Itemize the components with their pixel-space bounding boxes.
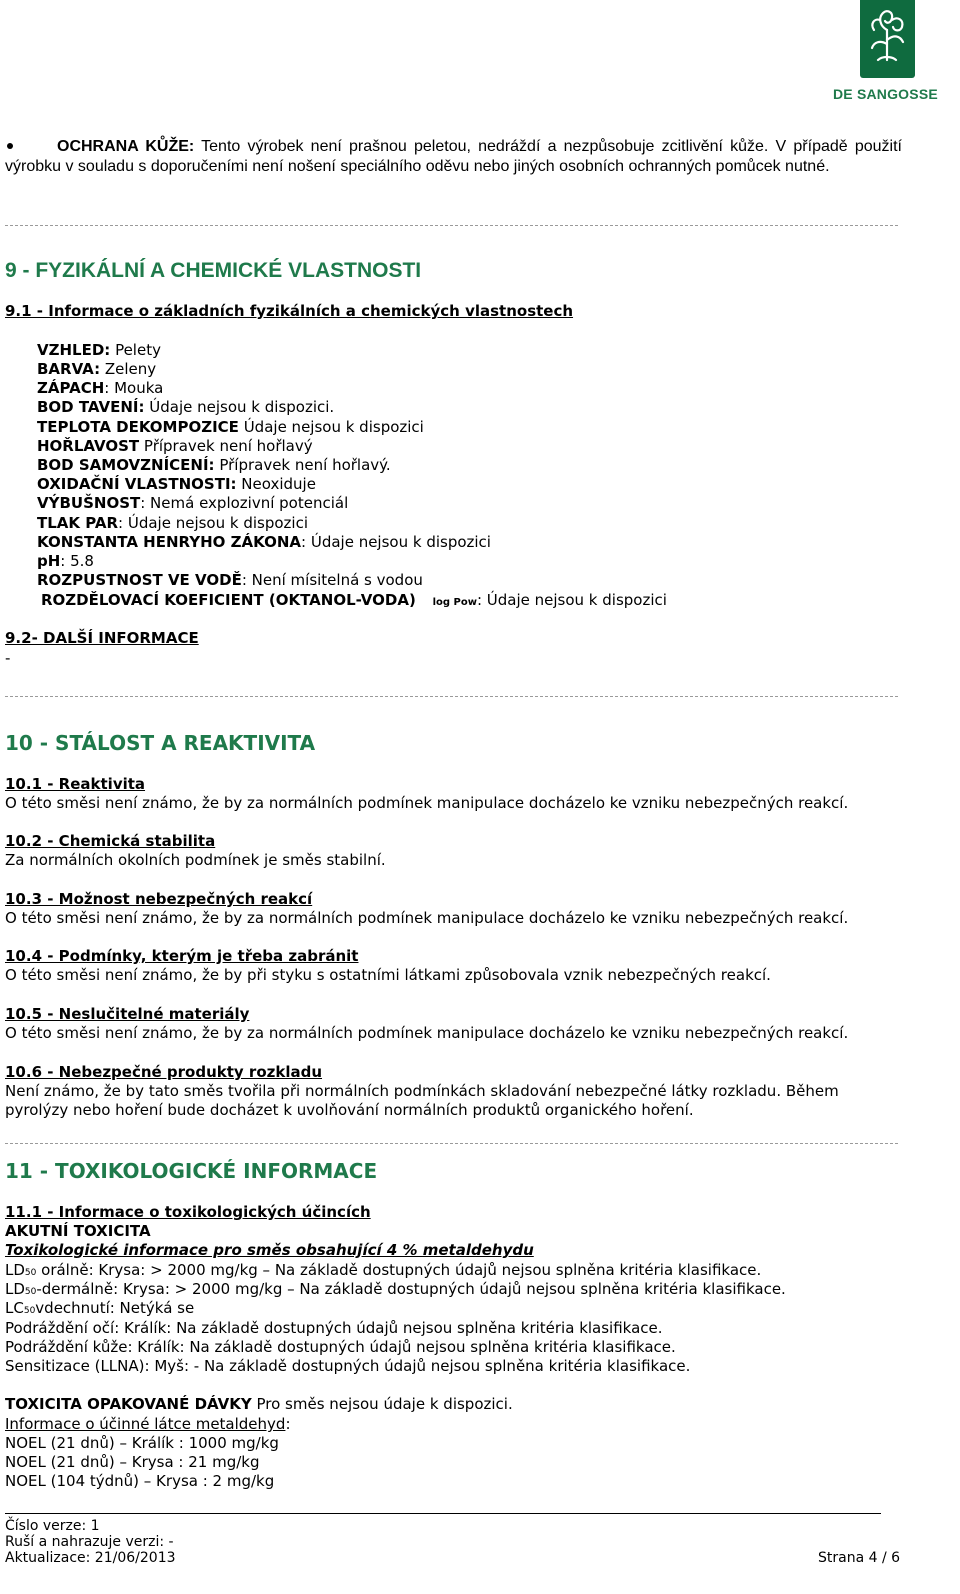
acute-toxicity-heading: AKUTNÍ TOXICITA xyxy=(5,1222,151,1240)
lc50-inhalation: LC50vdechnutí: Netýká se xyxy=(5,1299,195,1317)
skin-protection-label: OCHRANA KŮŽE: xyxy=(57,138,195,155)
property-ph: pH: 5.8 xyxy=(37,552,94,570)
property-melting-point: BOD TAVENÍ: Údaje nejsou k dispozici. xyxy=(37,398,335,416)
footer-page-number: Strana 4 / 6 xyxy=(818,1550,901,1566)
property-appearance: VZHLED: Pelety xyxy=(37,341,161,359)
section-9-title: 9 - FYZIKÁLNÍ A CHEMICKÉ VLASTNOSTI xyxy=(5,259,422,282)
section-9-1-heading: 9.1 - Informace o základních fyzikálních a chemických vlastnostech xyxy=(5,302,574,320)
section-10-4-text: O této směsi není známo, že by při styku s ostatními látkami způsobovala vznik nebezpečných reakcí. xyxy=(5,966,771,984)
section-10-2-heading: 10.2 - Chemická stabilita xyxy=(5,832,216,850)
partition-value: : Údaje nejsou k dispozici xyxy=(476,591,667,609)
section-10-4-heading: 10.4 - Podmínky, kterým je třeba zabránit xyxy=(5,947,359,965)
section-10-3-text: O této směsi není známo, že by za normálních podmínek manipulace docházelo ke vzniku nebezpečných reakcí. xyxy=(5,909,849,927)
property-water-solubility: ROZPUSTNOST VE VODĚ: Není mísitelná s vodou xyxy=(37,571,423,589)
noel-line: NOEL (104 týdnů) – Krysa : 2 mg/kg xyxy=(5,1472,275,1490)
section-10-1-text: O této směsi není známo, že by za normálních podmínek manipulace docházelo ke vzniku nebezpečných reakcí. xyxy=(5,794,849,812)
repeated-dose-toxicity: TOXICITA OPAKOVANÉ DÁVKY Pro směs nejsou údaje k dispozici. xyxy=(5,1395,513,1413)
section-11-1-heading: 11.1 - Informace o toxikologických účincích xyxy=(5,1203,371,1221)
section-10-3-heading: 10.3 - Možnost nebezpečných reakcí xyxy=(5,890,313,908)
property-henry-constant: KONSTANTA HENRYHO ZÁKONA: Údaje nejsou k dispozici xyxy=(37,533,491,551)
brand-logo-text: DE SANGOSSE xyxy=(833,86,938,102)
ld50-oral: LD50 orálně: Krysa: > 2000 mg/kg – Na základě dostupných údajů nejsou splněna kritéria klasifikace. xyxy=(5,1261,762,1279)
property-color: BARVA: Zeleny xyxy=(37,360,157,378)
section-10-title: 10 - STÁLOST A REAKTIVITA xyxy=(5,731,316,755)
property-odor: ZÁPACH: Mouka xyxy=(37,379,164,397)
eye-irritation: Podráždění očí: Králík: Na základě dostupných údajů nejsou splněna kritéria klasifikace. xyxy=(5,1319,663,1337)
section-9-2-text: - xyxy=(5,649,11,667)
section-10-5-text: O této směsi není známo, že by za normálních podmínek manipulace docházelo ke vzniku nebezpečných reakcí. xyxy=(5,1024,849,1042)
footer-update-date: Aktualizace: 21/06/2013 xyxy=(5,1550,176,1566)
section-10-6-heading: 10.6 - Nebezpečné produkty rozkladu xyxy=(5,1063,323,1081)
footer-divider xyxy=(5,1513,881,1514)
property-oxidizing: OXIDAČNÍ VLASTNOSTI: Neoxiduje xyxy=(37,475,316,493)
property-autoignition: BOD SAMOVZNÍCENÍ: Přípravek není hořlavý. xyxy=(37,456,391,474)
section-divider xyxy=(5,1143,898,1144)
property-vapour-pressure: TLAK PAR: Údaje nejsou k dispozici xyxy=(37,514,308,532)
section-10-6-text-cont: pyrolýzy nebo hoření bude docházet k uvolňování normálních produktů organického hoření. xyxy=(5,1101,694,1119)
mixture-info-heading: Toxikologické informace pro směs obsahující 4 % metaldehydu xyxy=(5,1241,534,1259)
section-10-2-text: Za normálních okolních podmínek je směs stabilní. xyxy=(5,851,386,869)
property-partition-coefficient xyxy=(41,591,667,612)
property-flammability: HOŘLAVOST Přípravek není hořlavý xyxy=(37,437,313,455)
noel-line: NOEL (21 dnů) – Králík : 1000 mg/kg xyxy=(5,1434,279,1452)
footer-replaces: Ruší a nahrazuje verzi: - xyxy=(5,1534,174,1550)
sensitization: Sensitizace (LLNA): Myš: - Na základě dostupných údajů nejsou splněna kritéria klasifikace. xyxy=(5,1357,691,1375)
section-divider xyxy=(5,696,898,697)
property-explosive: VÝBUŠNOST: Nemá explozivní potenciál xyxy=(37,494,349,512)
skin-irritation: Podráždění kůže: Králík: Na základě dostupných údajů nejsou splněna kritéria klasifikace. xyxy=(5,1338,676,1356)
partition-sub: log Pow xyxy=(432,597,477,608)
noel-line: NOEL (21 dnů) – Krysa : 21 mg/kg xyxy=(5,1453,260,1471)
skin-protection-paragraph xyxy=(5,137,902,177)
active-substance-info: Informace o účinné látce metaldehyd: xyxy=(5,1415,291,1433)
footer-version: Číslo verze: 1 xyxy=(5,1518,100,1534)
section-10-5-heading: 10.5 - Neslučitelné materiály xyxy=(5,1005,250,1023)
skin-protection-text: Tento výrobek není prašnou peletou, nedráždí a nezpůsobuje zcitlivění kůže. V případě použití výrobku v souladu s doporučeními není nošení speciálního oděvu nebo jiných osobních ochranných pomůcek nutné. xyxy=(5,138,902,175)
ld50-dermal: LD50-dermálně: Krysa: > 2000 mg/kg – Na základě dostupných údajů nejsou splněna kritéria klasifikace. xyxy=(5,1280,786,1298)
section-9-2-heading: 9.2- DALŠÍ INFORMACE xyxy=(5,629,199,647)
section-divider xyxy=(5,225,898,226)
property-decomposition-temperature: TEPLOTA DEKOMPOZICE Údaje nejsou k dispozici xyxy=(37,418,424,436)
section-10-6-text: Není známo, že by tato směs tvořila při normálních podmínkách skladování nebezpečné látky rozkladu. Během xyxy=(5,1082,839,1100)
section-11-title: 11 - TOXIKOLOGICKÉ INFORMACE xyxy=(5,1159,378,1183)
partition-label: ROZDĚLOVACÍ KOEFICIENT (OKTANOL-VODA) xyxy=(41,591,416,609)
brand-logo-mark xyxy=(860,0,915,78)
flower-logo-icon xyxy=(860,0,915,78)
section-10-1-heading: 10.1 - Reaktivita xyxy=(5,775,146,793)
